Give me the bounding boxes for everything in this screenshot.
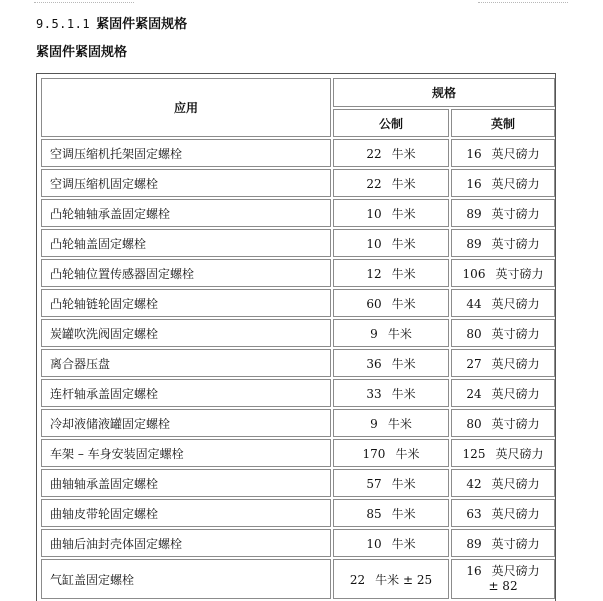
table-row bbox=[41, 409, 555, 437]
header-remnant-right bbox=[478, 0, 568, 3]
metric-unit: 牛米 bbox=[391, 356, 416, 371]
table-caption: 紧固件紧固规格 bbox=[36, 45, 128, 60]
cell-metric bbox=[333, 439, 449, 467]
cell-application: 炭罐吹洗阀固定螺栓 bbox=[41, 319, 331, 347]
metric-unit: 牛米 bbox=[395, 446, 420, 461]
fastener-spec-table bbox=[39, 76, 557, 601]
previous-page-header-remnant bbox=[0, 0, 603, 4]
metric-value: 10 bbox=[366, 206, 382, 221]
cell-metric bbox=[333, 319, 449, 347]
cell-imperial bbox=[451, 349, 555, 377]
metric-unit: 牛米 bbox=[387, 416, 412, 431]
metric-unit: 牛米 bbox=[391, 236, 416, 251]
imperial-value: 89 bbox=[466, 236, 482, 251]
imperial-unit: 英寸磅力 bbox=[491, 536, 540, 551]
cell-application: 离合器压盘 bbox=[41, 349, 331, 377]
metric-unit: 牛米 ± 25 bbox=[375, 572, 433, 587]
imperial-value: 106 bbox=[462, 266, 486, 281]
imperial-value: 16 bbox=[466, 564, 482, 578]
cell-imperial bbox=[451, 229, 555, 257]
metric-value: 22 bbox=[366, 146, 382, 161]
metric-unit: 牛米 bbox=[391, 266, 416, 281]
metric-unit: 牛米 bbox=[391, 536, 416, 551]
header-metric: 公制 bbox=[333, 109, 449, 137]
cell-application: 曲轴轴承盖固定螺栓 bbox=[41, 469, 331, 497]
imperial-value: 80 bbox=[466, 326, 482, 341]
header-specification: 规格 bbox=[333, 78, 555, 107]
table-row bbox=[41, 469, 555, 497]
metric-value: 9 bbox=[370, 326, 378, 341]
cell-metric bbox=[333, 199, 449, 227]
cell-metric bbox=[333, 559, 449, 599]
metric-unit: 牛米 bbox=[391, 506, 416, 521]
cell-application: 车架 – 车身安装固定螺栓 bbox=[41, 439, 331, 467]
table-row bbox=[41, 499, 555, 527]
cell-imperial bbox=[451, 139, 555, 167]
metric-value: 33 bbox=[366, 386, 382, 401]
imperial-unit: 英寸磅力 bbox=[491, 326, 540, 341]
metric-value: 10 bbox=[366, 536, 382, 551]
imperial-unit: 英寸磅力 bbox=[495, 266, 544, 281]
cell-metric bbox=[333, 139, 449, 167]
metric-value: 10 bbox=[366, 236, 382, 251]
table-row bbox=[41, 259, 555, 287]
cell-application: 冷却液储液罐固定螺栓 bbox=[41, 409, 331, 437]
cell-imperial bbox=[451, 199, 555, 227]
table-row bbox=[41, 439, 555, 467]
header-remnant-left bbox=[34, 0, 134, 3]
section-heading bbox=[36, 14, 187, 35]
imperial-unit: 英寸磅力 bbox=[491, 206, 540, 221]
metric-unit: 牛米 bbox=[391, 206, 416, 221]
header-application: 应用 bbox=[41, 78, 331, 137]
imperial-unit: 英尺磅力 bbox=[495, 446, 544, 461]
imperial-value: 80 bbox=[466, 416, 482, 431]
cell-application: 凸轮轴轴承盖固定螺栓 bbox=[41, 199, 331, 227]
cell-imperial bbox=[451, 259, 555, 287]
imperial-unit: 英尺磅力 bbox=[491, 356, 540, 371]
metric-unit: 牛米 bbox=[391, 146, 416, 161]
imperial-value: 89 bbox=[466, 536, 482, 551]
cell-imperial bbox=[451, 319, 555, 347]
cell-metric bbox=[333, 349, 449, 377]
section-number: 9.5.1.1 bbox=[36, 17, 91, 31]
cell-imperial bbox=[451, 559, 555, 599]
metric-value: 170 bbox=[362, 446, 386, 461]
section-title: 紧固件紧固规格 bbox=[96, 17, 188, 32]
table-row bbox=[41, 169, 555, 197]
metric-value: 57 bbox=[366, 476, 382, 491]
cell-application: 气缸盖固定螺栓 bbox=[41, 559, 331, 599]
cell-metric bbox=[333, 499, 449, 527]
table-row bbox=[41, 199, 555, 227]
table-row bbox=[41, 319, 555, 347]
metric-value: 36 bbox=[366, 356, 382, 371]
imperial-value: 63 bbox=[466, 506, 482, 521]
table-body bbox=[41, 139, 555, 599]
metric-unit: 牛米 bbox=[391, 386, 416, 401]
metric-value: 22 bbox=[366, 176, 382, 191]
header-imperial: 英制 bbox=[451, 109, 555, 137]
cell-application: 凸轮轴位置传感器固定螺栓 bbox=[41, 259, 331, 287]
metric-value: 85 bbox=[366, 506, 382, 521]
cell-application: 曲轴皮带轮固定螺栓 bbox=[41, 499, 331, 527]
cell-imperial bbox=[451, 499, 555, 527]
cell-metric bbox=[333, 229, 449, 257]
table-row bbox=[41, 139, 555, 167]
imperial-value: 24 bbox=[466, 386, 482, 401]
table-row bbox=[41, 229, 555, 257]
cell-application: 连杆轴承盖固定螺栓 bbox=[41, 379, 331, 407]
imperial-unit: 英寸磅力 bbox=[491, 236, 540, 251]
cell-imperial bbox=[451, 409, 555, 437]
cell-metric bbox=[333, 289, 449, 317]
table-row bbox=[41, 349, 555, 377]
metric-unit: 牛米 bbox=[391, 476, 416, 491]
fastener-spec-table-frame bbox=[36, 73, 556, 601]
cell-imperial bbox=[451, 169, 555, 197]
imperial-unit: 英尺磅力 bbox=[491, 296, 540, 311]
table-row bbox=[41, 289, 555, 317]
imperial-unit: 英寸磅力 bbox=[491, 416, 540, 431]
imperial-value: 89 bbox=[466, 206, 482, 221]
imperial-value: 44 bbox=[466, 296, 482, 311]
metric-value: 22 bbox=[349, 572, 366, 587]
cell-metric bbox=[333, 169, 449, 197]
cell-metric bbox=[333, 259, 449, 287]
metric-unit: 牛米 bbox=[387, 326, 412, 341]
imperial-unit: 英尺磅力 bbox=[491, 506, 540, 521]
cell-metric bbox=[333, 379, 449, 407]
table-row bbox=[41, 379, 555, 407]
metric-unit: 牛米 bbox=[391, 296, 416, 311]
imperial-value: 16 bbox=[466, 176, 482, 191]
cell-metric bbox=[333, 469, 449, 497]
cell-imperial bbox=[451, 439, 555, 467]
cell-imperial bbox=[451, 469, 555, 497]
imperial-value: 42 bbox=[466, 476, 482, 491]
cell-metric bbox=[333, 409, 449, 437]
metric-value: 12 bbox=[366, 266, 382, 281]
imperial-value: 16 bbox=[466, 146, 482, 161]
cell-application: 凸轮轴盖固定螺栓 bbox=[41, 229, 331, 257]
cell-application: 凸轮轴链轮固定螺栓 bbox=[41, 289, 331, 317]
metric-value: 9 bbox=[370, 416, 378, 431]
cell-application: 曲轴后油封壳体固定螺栓 bbox=[41, 529, 331, 557]
cell-application: 空调压缩机托架固定螺栓 bbox=[41, 139, 331, 167]
cell-application: 空调压缩机固定螺栓 bbox=[41, 169, 331, 197]
imperial-unit: 英尺磅力 bbox=[491, 176, 540, 191]
imperial-value: 27 bbox=[466, 356, 482, 371]
imperial-unit: 英尺磅力 bbox=[491, 476, 540, 491]
cell-metric bbox=[333, 529, 449, 557]
imperial-unit: 英尺磅力 bbox=[491, 146, 540, 161]
table-row bbox=[41, 559, 555, 599]
table-row bbox=[41, 529, 555, 557]
metric-unit: 牛米 bbox=[391, 176, 416, 191]
metric-value: 60 bbox=[366, 296, 382, 311]
cell-imperial bbox=[451, 529, 555, 557]
cell-imperial bbox=[451, 289, 555, 317]
imperial-unit: 英尺磅力 ± 82 bbox=[488, 564, 540, 593]
cell-imperial bbox=[451, 379, 555, 407]
imperial-unit: 英尺磅力 bbox=[491, 386, 540, 401]
imperial-value: 125 bbox=[462, 446, 486, 461]
